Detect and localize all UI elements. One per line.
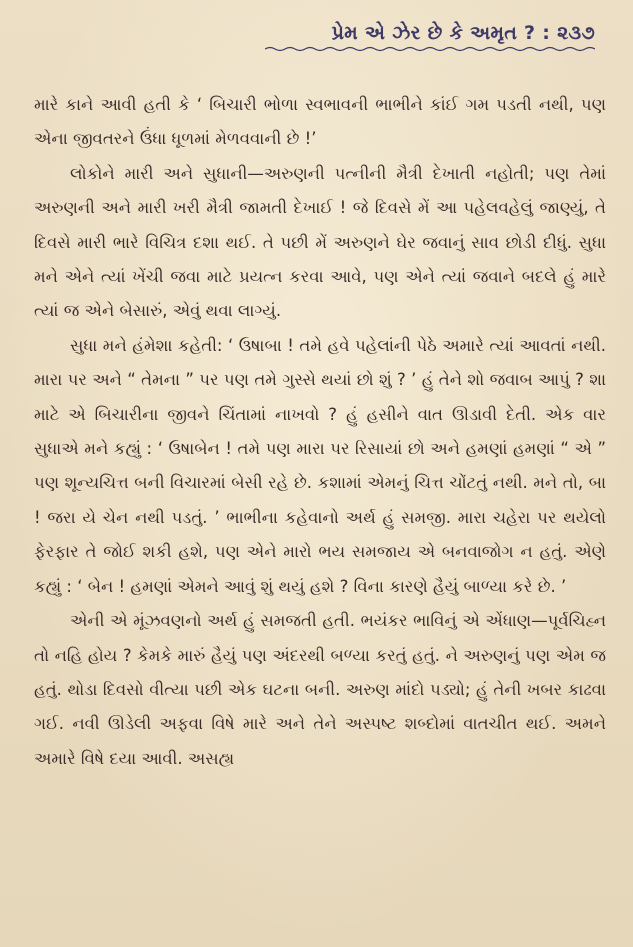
running-head: પ્રેમ એ ઝેર છે કે અમૃત ? : ૨૩૭: [331, 22, 595, 44]
paragraph-4: એની એ મૂંઝવણનો અર્થ હું સમજતી હતી. ભયંકર ભાવિનું એ એંધાણ—પૂર્વચિહ્ન તો નહિ હોય ? કેમકે મારું હૈયું પણ અંદરથી બળ્યા કરતું હતું. ને અરુણનું પણ એમ જ હતું. થોડા દિવસો વીત્યા પછી એક ઘટના બની. અરુણ માંદો પડ્યો; હું તેની ખબર કાઢવા ગઈ. નવી ઊડેલી અફવા વિષે મારે અને તેને અસ્પષ્ટ શબ્દોમાં વાતચીત થઈ. અમને અમારે વિષે દયા આવી. અસહ્ય: [34, 611, 606, 768]
paragraph-3: સુધા મને હંમેશા કહેતી: ‘ ઉષાબા ! તમે હવે પહેલાંની પેઠે અમારે ત્યાં આવતાં નથી. મારા પર અને “ તેમના ” પર પણ તમે ગુસ્સે થયાં છો શું ? ’ હું તેને શો જવાબ આપું ? શા માટે એ બિચારીના જીવને ચિંતામાં નાખવો ? હું હસીને વાત ઊડાવી દેતી. એક વાર સુધાએ મને કહ્યું : ‘ ઉષાબેન ! તમે પણ મારા પર રિસાયાં છો અને હમણાં હમણાં “ એ ” પણ શૂન્યચિત્ત બની વિચારમાં બેસી રહે છે. કશામાં એમનું ચિત્ત ચોંટતું નથી. મને તો, બા ! જરા યે ચેન નથી પડતું. ’ ભાભીના કહેવાનો અર્થ હું સમજી. મારા ચહેરા પર થયેલો ફેરફાર તે જોઈ શકી હશે, પણ એને મારો ભય સમજાય એ બનવાજોગ ન હતું. એણે કહ્યું : ‘ બેન ! હમણાં એમને આવું શું થયું હશે ? વિના કારણે હૈયું બાળ્યા કરે છે. ’: [34, 335, 606, 596]
paragraph-1: મારે કાને આવી હતી કે ‘ બિચારી ભોળા સ્વભાવની ભાભીને કાંઈ ગમ પડતી નથી, પણ એના જીવતરને ઉંધા ધૂળમાં મેળવવાની છે !’: [34, 95, 606, 149]
paragraph-2: લોકોને મારી અને સુધાની—અરુણની પત્નીની મૈત્રી દેખાતી નહોતી; પણ તેમાં અરુણની અને મારી ખરી મૈત્રી જામતી દેખાઈ ! જે દિવસે મેં આ પહેલવહેલું જાણ્યું, તે દિવસે મારી ભારે વિચિત્ર દશા થઈ. તે પછી મેં અરુણને ઘેર જવાનું સાવ છોડી દીધું. સુધા મને એને ત્યાં ખેંચી જવા માટે પ્રયત્ન કરવા આવે, પણ એને ત્યાં જવાને બદલે હું મારે ત્યાં જ એને બેસારું, એવું થવા લાગ્યું.: [34, 163, 606, 321]
body-text: [34, 88, 606, 776]
page-header: [265, 22, 595, 52]
header-wavy-rule: [265, 46, 595, 52]
